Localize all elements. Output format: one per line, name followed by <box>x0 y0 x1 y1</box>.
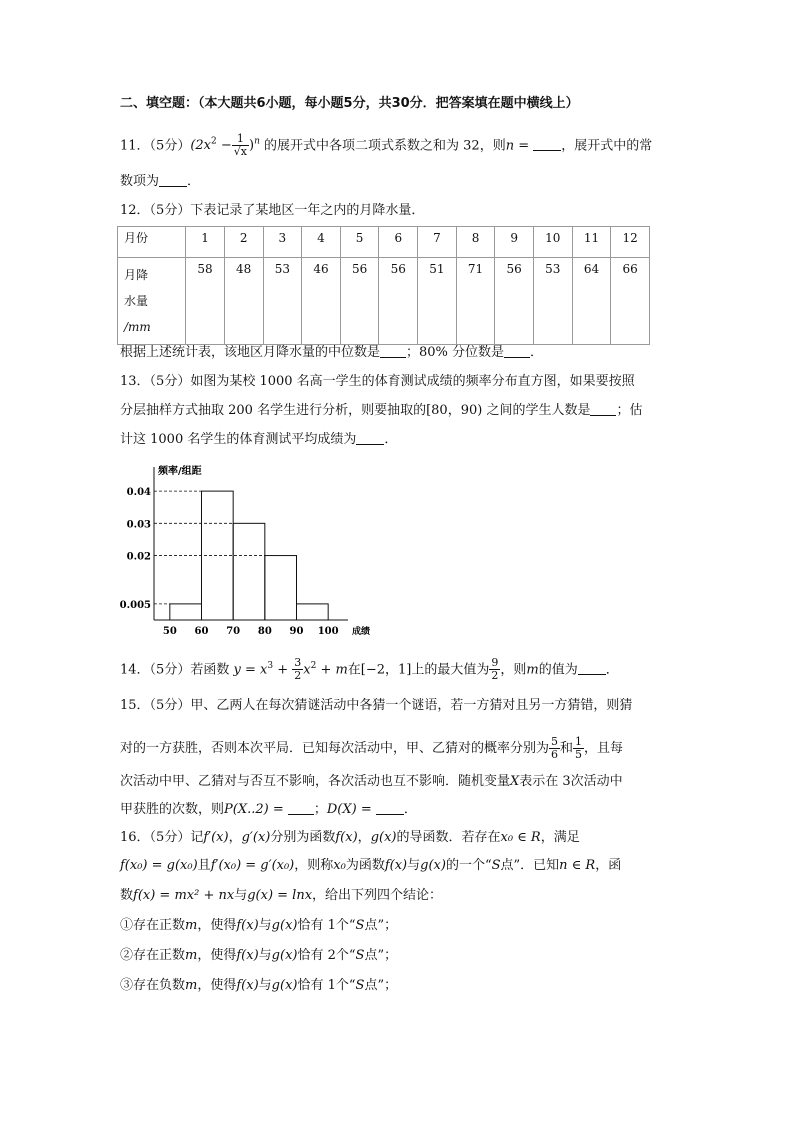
x-tick-label: 60 <box>194 626 209 637</box>
q11-line2: 数项为 ． <box>120 174 201 189</box>
section-title: 二、填空题：（本大题共6小题，每小题5分，共30分．把答案填在题中横线上） <box>120 96 579 111</box>
q15-line4: 甲获胜的次数，则P(X..2) = ；D(X) = ． <box>120 802 417 817</box>
q14-number: 14．（5分） <box>120 662 191 678</box>
y-tick-label: 0.005 <box>119 599 151 611</box>
y-tick-label: 0.02 <box>126 551 151 563</box>
x-axis-label: 成绩 <box>352 627 371 637</box>
table-cell: 5 <box>340 227 379 258</box>
answer-blank[interactable] <box>504 345 530 358</box>
q13-line1: 13．（5分）如图为某校 1000 名高一学生的体育测试成绩的频率分布直方图，如果要按照 <box>120 374 635 389</box>
x-tick-label: 50 <box>162 626 177 637</box>
answer-blank[interactable] <box>578 662 606 675</box>
table-cell: 4 <box>302 227 341 258</box>
table-cell: 48 <box>224 258 263 345</box>
table-cell: 53 <box>534 258 573 345</box>
table-cell: 46 <box>302 258 341 345</box>
q13-number: 13．（5分） <box>120 374 191 389</box>
answer-blank[interactable] <box>288 802 314 815</box>
answer-blank[interactable] <box>380 345 406 358</box>
q16-number: 16．（5分） <box>120 830 191 845</box>
histogram-bar <box>297 604 329 620</box>
answer-blank[interactable] <box>356 432 384 445</box>
table-cell: 9 <box>495 227 534 258</box>
q16-line1: 16．（5分）记f′(x)，g′(x)分别为函数f(x)，g(x)的导函数．若存在x₀ ∈ R，满足 <box>120 830 580 845</box>
x-tick-label: 80 <box>257 626 272 637</box>
q11-number: 11．（5分） <box>120 138 191 154</box>
q16-conclusion-2: ②存在正数m，使得f(x)与g(x)恰有 2个“S点”； <box>120 948 398 963</box>
table-cell: 10 <box>534 227 573 258</box>
histogram-bar <box>265 556 297 620</box>
table-cell: 56 <box>495 258 534 345</box>
x-tick-label: 90 <box>289 626 304 637</box>
q16-line2: f(x₀) = g(x₀)且f′(x₀) = g′(x₀)，则称x₀为函数f(x)与g(x)的一个“S点”．已知n ∈ R，函 <box>120 858 622 873</box>
table-cell: 51 <box>418 258 457 345</box>
y-tick-label: 0.03 <box>126 519 151 531</box>
q16-conclusion-1: ①存在正数m，使得f(x)与g(x)恰有 1个“S点”； <box>120 918 398 933</box>
q12-line1: 12．（5分）下表记录了某地区一年之内的月降水量． <box>120 203 425 218</box>
x-tick-label: 100 <box>317 626 339 637</box>
q14-line: 14．（5分）若函数 $y = x^3$ + $\frac{3}{2}$ $x^2 + m$在[−2，1]上的最大值为 $\frac{9}{2}$ ，则m的值为 ． <box>120 656 619 683</box>
table-cell: 3 <box>263 227 302 258</box>
q15-line1: 15．（5分）甲、乙两人在每次猜谜活动中各猜一个谜语，若一方猜对且另一方猜错，则猜 <box>120 698 633 713</box>
table-cell: 12 <box>611 227 650 258</box>
table-cell: 8 <box>456 227 495 258</box>
table-cell: 56 <box>379 258 418 345</box>
table-header-month: 月份 <box>118 227 186 258</box>
table-cell: 53 <box>263 258 302 345</box>
q15-line3: 次活动中甲、乙猜对与否互不影响，各次活动也互不影响．随机变量X表示在 3次活动中 <box>120 774 623 789</box>
table-cell: 56 <box>340 258 379 345</box>
q13-line3: 计这 1000 名学生的体育测试平均成绩为 ． <box>120 432 398 447</box>
table-cell: 66 <box>611 258 650 345</box>
q12-number: 12．（5分） <box>120 203 191 218</box>
table-cell: 64 <box>572 258 611 345</box>
q11-expr: ($2x^2$ − $\frac{1}{√x}$ )$^n$ <box>190 132 260 159</box>
q13-line2: 分层抽样方式抽取 200 名学生进行分析，则要抽取的[80，90) 之间的学生人数是 ；估 <box>120 403 643 418</box>
q16-line3: 数f(x) = mx² + nx与g(x) = lnx，给出下列四个结论： <box>120 888 443 903</box>
rainfall-table <box>117 226 650 345</box>
table-row <box>118 227 650 258</box>
answer-blank[interactable] <box>533 138 561 151</box>
table-row <box>118 258 650 345</box>
table-cell: 6 <box>379 227 418 258</box>
table-cell: 11 <box>572 227 611 258</box>
q15-line2: 对的一方获胜，否则本次平局．已知每次活动中，甲、乙猜对的概率分别为 $\frac{5}{6}$ 和 $\frac{1}{5}$ ，且每 <box>120 735 624 761</box>
q11-text-a: 的展开式中各项二项式系数之和为 32，则 <box>264 138 506 154</box>
x-tick-label: 70 <box>226 626 241 637</box>
q16-conclusion-3: ③存在负数m，使得f(x)与g(x)恰有 1个“S点”； <box>120 978 398 993</box>
q15-number: 15．（5分） <box>120 698 191 713</box>
y-tick-label: 0.04 <box>126 487 151 499</box>
y-axis-label: 频率/组距 <box>158 466 202 477</box>
frequency-histogram <box>118 462 371 642</box>
table-cell: 2 <box>224 227 263 258</box>
table-cell: 7 <box>418 227 457 258</box>
q11-line1: 11．（5分）($2x^2$ − $\frac{1}{√x}$ )$^n$ 的展开式中各项二项式系数之和为 32，则n = ，展开式中的常 <box>120 132 653 159</box>
q12-after: 根据上述统计表，该地区月降水量的中位数是 ；80% 分位数是 ． <box>120 345 544 360</box>
table-cell: 58 <box>186 258 225 345</box>
histogram-bar <box>170 604 202 620</box>
table-cell: 1 <box>186 227 225 258</box>
answer-blank[interactable] <box>159 174 187 187</box>
table-cell: 71 <box>456 258 495 345</box>
histogram-bar <box>233 523 265 620</box>
answer-blank[interactable] <box>590 403 616 416</box>
answer-blank[interactable] <box>376 802 404 815</box>
table-header-rainfall: 月降 水量 /mm <box>118 258 186 345</box>
